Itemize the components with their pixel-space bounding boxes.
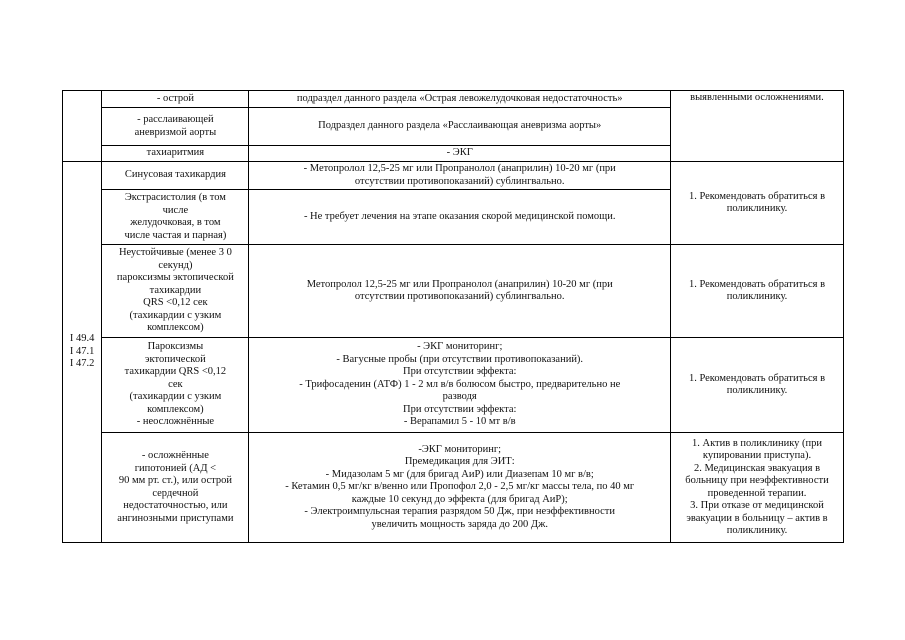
outcome-cell: 1. Рекомендовать обратиться в поликлинику.	[671, 162, 844, 245]
clinical-table	[62, 90, 844, 543]
condition-cell: Экстрасистолия (в том числе желудочковая, в том числе частая и парная)	[102, 190, 249, 245]
outcome-cell: 1. Рекомендовать обратиться в поликлинику.	[671, 245, 844, 338]
outcome-cell: 1. Актив в поликлинику (при купировании приступа). 2. Медицинская эвакуация в больницу при неэффективности проведенной терапии. 3. При отказе от медицинской эвакуации в больницу – актив в поликлинику.	[671, 433, 844, 543]
treatment-cell: - Не требует лечения на этапе оказания скорой медицинской помощи.	[249, 190, 671, 245]
treatment-cell: -ЭКГ мониторинг; Премедикация для ЭИТ: - Мидазолам 5 мг (для бригад АиР) или Диазепам 10 мг в/в; - Кетамин 0,5 мг/кг в/венно или Пропофол 2,0 - 2,5 мг/кг массы тела, по 40 мг каждые 10 секунд до эффекта (для бригад АиР); - Электроимпульсная терапия разрядом 50 Дж, при неэффективности увеличить мощность заряда до 200 Дж.	[249, 433, 671, 543]
treatment-cell: подраздел данного раздела «Острая левожелудочковая недостаточность»	[249, 91, 671, 108]
icd-code-cell: I 49.4 I 47.1 I 47.2	[63, 162, 102, 543]
condition-cell: Неустойчивые (менее 3 0 секунд) пароксизмы эктопической тахикардии QRS <0,12 сек (тахикардии с узким комплексом)	[102, 245, 249, 338]
condition-cell: - расслаивающей аневризмой аорты	[102, 108, 249, 146]
condition-cell: тахиаритмия	[102, 146, 249, 162]
treatment-cell: Подраздел данного раздела «Расслаивающая аневризма аорты»	[249, 108, 671, 146]
outcome-cell: 1. Рекомендовать обратиться в поликлинику.	[671, 338, 844, 433]
outcome-cell: выявленными осложнениями.	[671, 91, 844, 162]
treatment-cell: - ЭКГ мониторинг; - Вагусные пробы (при отсутствии противопоказаний). При отсутствии эффекта: - Трифосаденин (АТФ) 1 - 2 мл в/в болюсом быстро, предварительно не разводя При отсутствии эффекта: - Верапамил 5 - 10 мт в/в	[249, 338, 671, 433]
condition-cell: - осложнённые гипотонией (АД < 90 мм рт. ст.), или острой сердечной недостаточностью, или ангинозными приступами	[102, 433, 249, 543]
condition-cell: Синусовая тахикардия	[102, 162, 249, 190]
condition-cell: Пароксизмы эктопической тахикардии QRS <0,12 сек (тахикардии с узким комплексом) - неосложнённые	[102, 338, 249, 433]
treatment-cell: - Метопролол 12,5-25 мг или Пропранолол (анаприлин) 10-20 мг (при отсутствии противопоказаний) сублингвально.	[249, 162, 671, 190]
code-cell-empty	[63, 91, 102, 162]
treatment-cell: Метопролол 12,5-25 мг или Пропранолол (анаприлин) 10-20 мг (при отсутствии противопоказаний) сублингвально.	[249, 245, 671, 338]
treatment-cell: - ЭКГ	[249, 146, 671, 162]
condition-cell: - острой	[102, 91, 249, 108]
